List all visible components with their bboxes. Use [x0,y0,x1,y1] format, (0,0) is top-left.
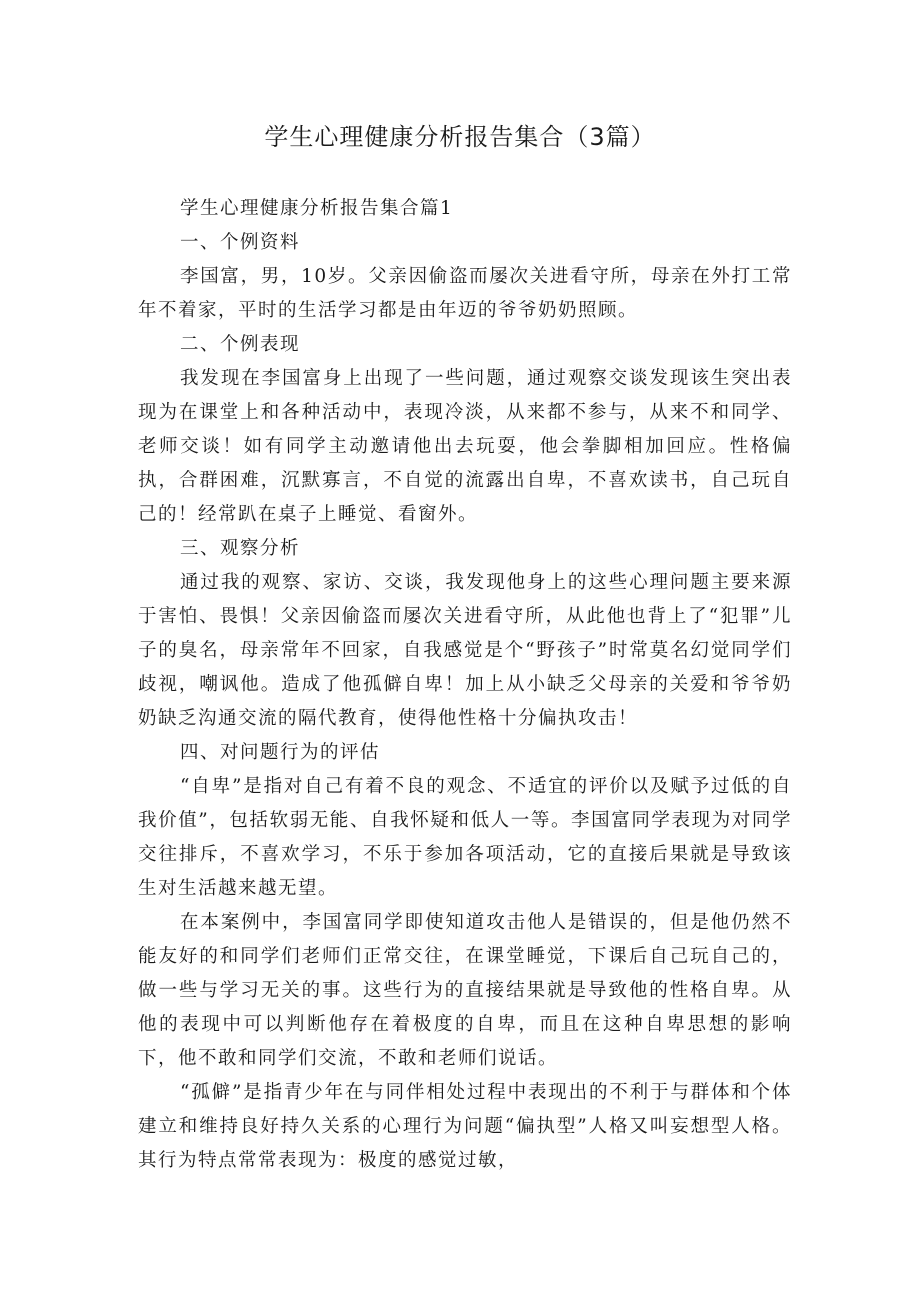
subsection-heading: 一、个例资料 [180,232,301,253]
body-paragraph: “自卑”是指对自己有着不良的观念、不适宜的评价以及赋予过低的自我价值”，包括软弱无能、自我怀疑和低人一等。李国富同学表现为对同学交往排斥，不喜欢学习，不乐于参加各项活动，它的直接后果就是导致该生对生活越来越无望。 [138,776,792,899]
subsection-heading: 三、观察分析 [180,538,301,559]
body-paragraph: “孤僻”是指青少年在与同伴相处过程中表现出的不利于与群体和个体建立和维持良好持久关系的心理行为问题“偏执型”人格又叫妄想型人格。其行为特点常常表现为：极度的感觉过敏， [138,1082,792,1171]
subsection-heading: 二、个例表现 [180,334,301,355]
subsection-heading: 四、对问题行为的评估 [180,742,381,763]
body-paragraph: 通过我的观察、家访、交谈，我发现他身上的这些心理问题主要来源于害怕、畏惧！父亲因偷盗而屡次关进看守所，从此他也背上了“犯罪”儿子的臭名，母亲常年不回家，自我感觉是个“野孩子”时常莫名幻觉同学们歧视，嘲讽他。造成了他孤僻自卑！加上从小缺乏父母亲的关爱和爷爷奶奶缺乏沟通交流的隔代教育，使得他性格十分偏执攻击！ [138,572,792,729]
body-paragraph: 我发现在李国富身上出现了一些问题，通过观察交谈发现该生突出表现为在课堂上和各种活动中，表现冷淡，从来都不参与，从来不和同学、老师交谈！如有同学主动邀请他出去玩耍，他会拳脚相加回应。性格偏执，合群困难，沉默寡言，不自觉的流露出自卑，不喜欢读书，自己玩自己的！经常趴在桌子上睡觉、看窗外。 [138,368,792,525]
section-heading: 学生心理健康分析报告集合篇1 [180,198,454,219]
body-paragraph: 在本案例中，李国富同学即使知道攻击他人是错误的，但是他仍然不能友好的和同学们老师们正常交往，在课堂睡觉，下课后自己玩自己的，做一些与学习无关的事。这些行为的直接结果就是导致他的性格自卑。从他的表现中可以判断他存在着极度的自卑，而且在这种自卑思想的影响下，他不敢和同学们交流，不敢和老师们说话。 [138,912,792,1069]
document-title: 学生心理健康分析报告集合（3篇） [264,123,656,151]
document-body [138,192,792,1178]
body-paragraph: 李国富，男，10岁。父亲因偷盗而屡次关进看守所，母亲在外打工常年不着家，平时的生活学习都是由年迈的爷爷奶奶照顾。 [138,266,792,321]
